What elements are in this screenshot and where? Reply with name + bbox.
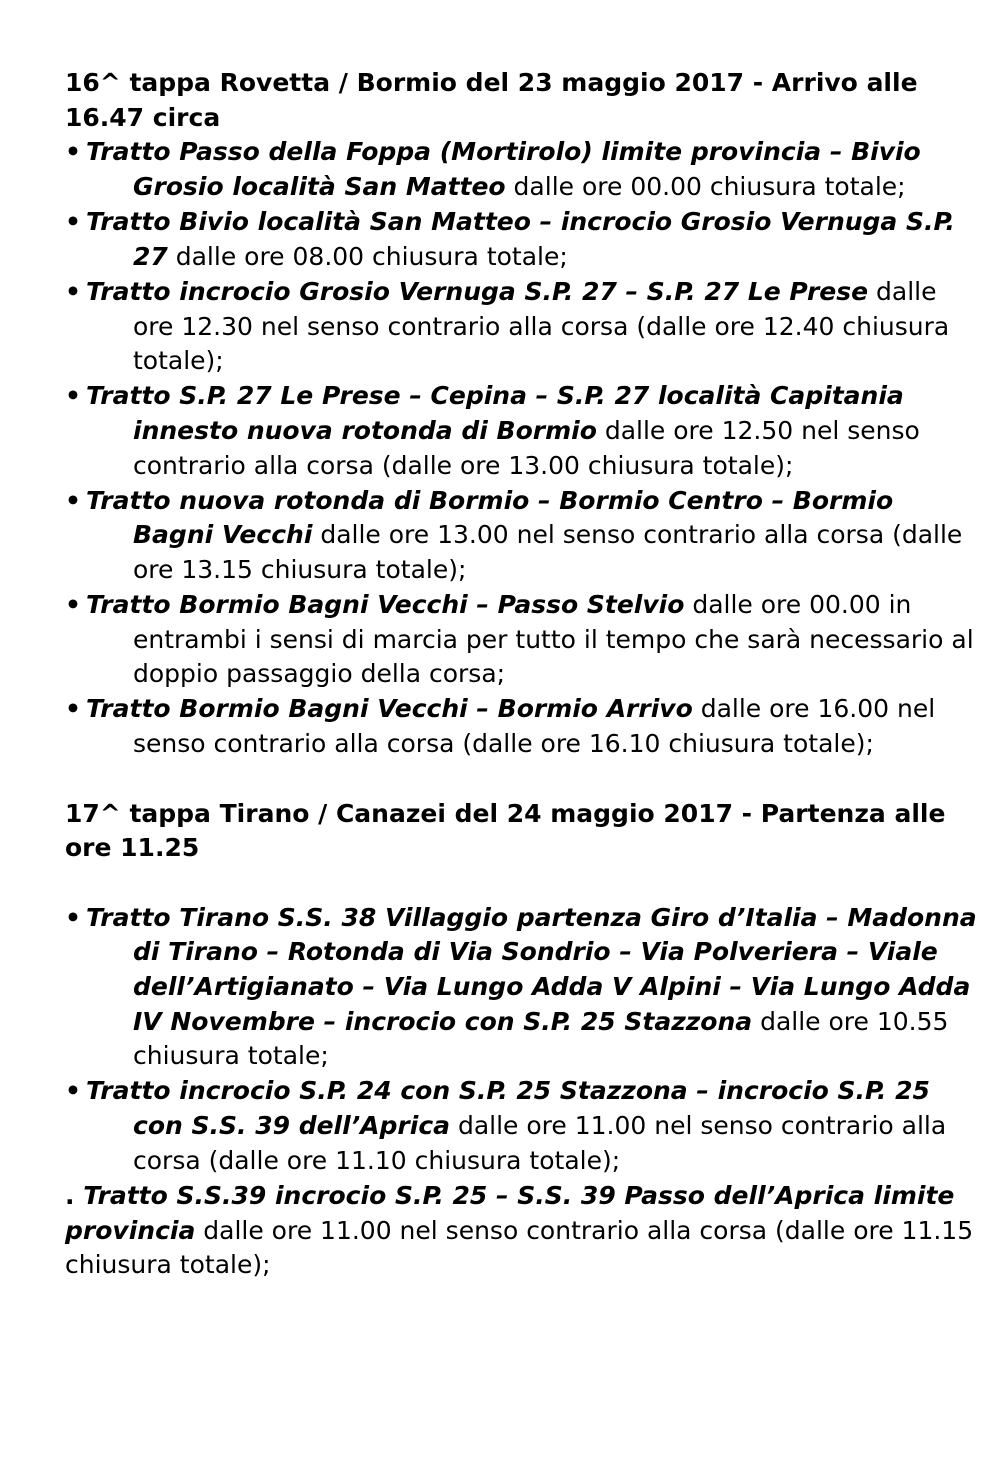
bullet-icon: • xyxy=(65,381,81,411)
bullet-icon: • xyxy=(65,694,81,724)
list-item xyxy=(65,1074,982,1178)
road-segment: Tratto S.S.39 incrocio S.P. 25 – S.S. 39 Passo dell’Aprica limite provincia xyxy=(65,1180,955,1245)
road-segment: Tratto incrocio Grosio Vernuga S.P. 27 – S.P. 27 Le Prese xyxy=(86,276,869,306)
stage-17-title: 17^ tappa Tirano / Canazei del 24 maggio 2017 - Partenza alle ore 11.25 xyxy=(65,798,946,863)
list-item xyxy=(65,205,982,274)
closure-details: dalle ore 12.50 nel senso contrario alla corsa (dalle ore 13.00 chiusura totale); xyxy=(133,415,920,480)
stage-16-section xyxy=(65,66,982,762)
closure-details: dalle ore 16.00 nel senso contrario alla corsa (dalle ore 16.10 chiusura totale); xyxy=(133,694,936,759)
list-item xyxy=(65,379,982,483)
bullet-icon: • xyxy=(65,590,81,620)
trailing-closure-item xyxy=(65,1179,982,1283)
dot-marker: . xyxy=(65,1180,84,1210)
list-item xyxy=(65,484,982,588)
bullet-icon: • xyxy=(65,276,81,306)
closure-details: dalle ore 10.55 chiusura totale; xyxy=(133,1006,949,1071)
road-segment: Tratto nuova rotonda di Bormio – Bormio Centro – Bormio Bagni Vecchi xyxy=(86,485,894,550)
road-segment: Tratto Tirano S.S. 38 Villaggio partenza Giro d’Italia – Madonna di Tirano – Rotonda di Via Sondrio – Via Polveriera – Viale dell’Artigianato – Via Lungo Adda V Alpini – Via Lungo Adda IV Novembre – incrocio con S.P. 25 Stazzona xyxy=(86,902,977,1036)
road-segment: Tratto Passo della Foppa (Mortirolo) limite provincia – Bivio Grosio località San Matteo xyxy=(86,137,921,202)
closure-details: dalle ore 00.00 chiusura totale; xyxy=(505,172,906,202)
stage-16-title: 16^ tappa Rovetta / Bormio del 23 maggio 2017 - Arrivo alle 16.47 circa xyxy=(65,68,918,132)
stage-17-section xyxy=(65,797,982,1283)
closure-details: dalle ore 08.00 chiusura totale; xyxy=(167,241,568,271)
closure-details: dalle ore 12.30 nel senso contrario alla corsa (dalle ore 12.40 chiusura totale); xyxy=(133,276,950,376)
bullet-icon: • xyxy=(65,1076,81,1106)
list-item xyxy=(65,275,982,379)
list-item xyxy=(65,588,982,692)
road-segment: Tratto Bivio località San Matteo – incrocio Grosio Vernuga S.P. 27 xyxy=(86,207,955,271)
closure-details: dalle ore 00.00 in entrambi i sensi di marcia per tutto il tempo che sarà necessario al doppio passaggio della corsa; xyxy=(133,590,974,689)
bullet-icon: • xyxy=(65,137,81,167)
list-item xyxy=(65,901,982,1075)
closure-details: dalle ore 11.00 nel senso contrario alla corsa (dalle ore 11.15 chiusura totale); xyxy=(65,1215,974,1280)
closure-details: dalle ore 11.00 nel senso contrario alla corsa (dalle ore 11.10 chiusura totale); xyxy=(133,1111,947,1175)
bullet-icon: • xyxy=(65,207,81,237)
closure-details: dalle ore 13.00 nel senso contrario alla corsa (dalle ore 13.15 chiusura totale); xyxy=(133,520,963,585)
list-item xyxy=(65,135,982,204)
road-segment: Tratto S.P. 27 Le Prese – Cepina – S.P. 27 località Capitania innesto nuova rotonda di Bormio xyxy=(86,381,904,445)
road-segment: Tratto Bormio Bagni Vecchi – Bormio Arrivo xyxy=(86,694,693,724)
road-segment: Tratto Bormio Bagni Vecchi – Passo Stelvio xyxy=(86,590,685,620)
bullet-icon: • xyxy=(65,902,81,932)
stage-16-closures-list xyxy=(65,135,982,761)
road-segment: Tratto incrocio S.P. 24 con S.P. 25 Stazzona – incrocio S.P. 25 con S.S. 39 dell’Aprica xyxy=(86,1076,930,1141)
bullet-icon: • xyxy=(65,485,81,515)
stage-17-closures-list xyxy=(65,901,982,1179)
list-item xyxy=(65,692,982,761)
